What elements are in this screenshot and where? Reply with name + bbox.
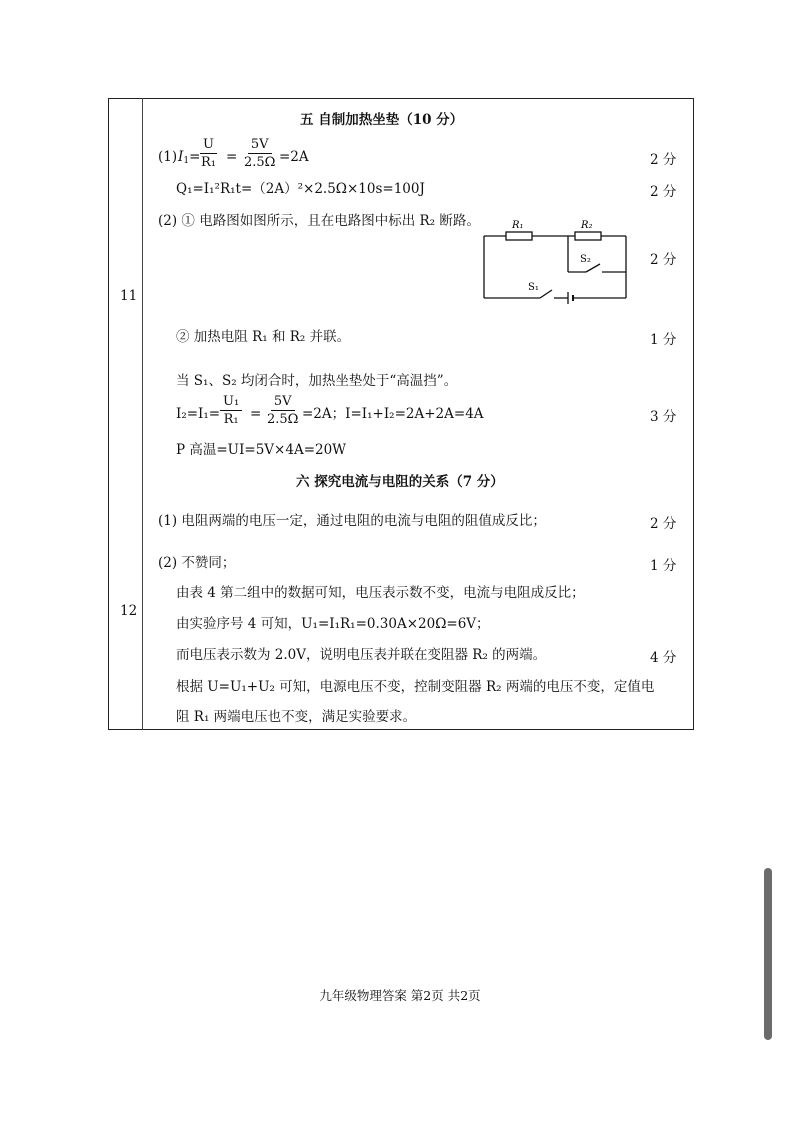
- s5-l1-result: =2A: [279, 149, 309, 165]
- s5-l1-frac2-den: 2.5Ω: [244, 155, 276, 170]
- table-divider: [142, 98, 143, 730]
- s6-l5-score: 4 分: [650, 650, 677, 666]
- s5-l1-I1: $I_1=$: [178, 149, 201, 166]
- s5-l4: ② 加热电阻 R₁ 和 R₂ 并联。: [176, 329, 351, 345]
- resistor-r1: [506, 232, 532, 240]
- s5-l6-score: 3 分: [650, 409, 677, 425]
- s5-l1-frac2-num: 5V: [248, 137, 272, 154]
- s6-l1-score: 2 分: [650, 516, 677, 532]
- switch-s2: [586, 264, 600, 272]
- s5-l7: P 高温=UI=5V×4A=20W: [176, 442, 347, 458]
- s5-l1-frac1-num: U: [200, 137, 217, 154]
- s5-l1-frac1-den: R₁: [201, 155, 216, 170]
- s5-l6-prefix: I₂=I₁=: [176, 406, 221, 422]
- s6-l5: 而电压表示数为 2.0V，说明电压表并联在变阻器 R₂ 的两端。: [176, 647, 547, 663]
- section6-title: 六 探究电流与电阻的关系（7 分）: [296, 474, 504, 490]
- s5-l6-frac2-num: 5V: [271, 394, 295, 411]
- s5-l1-prefix: (1): [158, 149, 178, 165]
- s5-l6-frac1-den: R₁: [223, 412, 239, 427]
- page-footer: 九年级物理答案 第2页 共2页: [319, 988, 481, 1003]
- s5-l6-frac2-den: 2.5Ω: [267, 412, 299, 427]
- s6-l2-score: 1 分: [650, 558, 677, 574]
- s5-l1-score: 2 分: [650, 152, 677, 168]
- s6-l4: 由实验序号 4 可知，U₁=I₁R₁=0.30A×20Ω=6V；: [176, 616, 490, 632]
- question-number-12: 12: [120, 603, 138, 619]
- section5-title: 五 自制加热坐垫（10 分）: [300, 112, 464, 128]
- s5-l1-frac1: [198, 137, 219, 170]
- s6-l7: 阻 R₁ 两端电压也不变，满足实验要求。: [176, 709, 417, 725]
- label-s1: S₁: [528, 282, 539, 293]
- s5-l6-result: =2A；I=I₁+I₂=2A+2A=4A: [302, 406, 484, 422]
- s5-l2-score: 2 分: [650, 184, 677, 200]
- s6-l1: (1) 电阻两端的电压一定，通过电阻的电流与电阻的阻值成反比；: [158, 513, 546, 529]
- s6-l2: (2) 不赞同；: [158, 555, 236, 571]
- s5-l4-score: 1 分: [650, 332, 677, 348]
- label-s2: S₂: [580, 254, 591, 265]
- s5-l3: (2) ① 电路图如图所示，且在电路图中标出 R₂ 断路。: [158, 213, 480, 229]
- s5-l1-frac2: [241, 137, 278, 170]
- s5-l6-frac1-num: U₁: [220, 394, 242, 411]
- question-number-11: 11: [120, 288, 138, 304]
- s5-l6-frac1: [220, 394, 242, 427]
- s5-l5: 当 S₁、S₂ 均闭合时，加热坐垫处于“高温挡”。: [176, 373, 458, 389]
- s5-l2: Q₁=I₁²R₁t=（2A）²×2.5Ω×10s=100J: [176, 181, 425, 197]
- label-r1: R₁: [512, 220, 524, 231]
- s5-l1-eq: =: [226, 149, 238, 165]
- s6-l6: 根据 U=U₁+U₂ 可知，电源电压不变，控制变阻器 R₂ 两端的电压不变，定值电: [176, 679, 655, 695]
- s5-l6-eq: =: [250, 406, 262, 422]
- resistor-r2: [575, 232, 601, 240]
- s5-l6-frac2: [264, 394, 301, 427]
- s6-l3: 由表 4 第二组中的数据可知，电压表示数不变，电流与电阻成反比；: [176, 585, 585, 601]
- s5-l3-score: 2 分: [650, 252, 677, 268]
- circuit-diagram: [478, 216, 633, 304]
- vertical-scrollbar[interactable]: [764, 868, 772, 1040]
- label-r2: R₂: [581, 220, 593, 231]
- switch-s1: [540, 290, 552, 298]
